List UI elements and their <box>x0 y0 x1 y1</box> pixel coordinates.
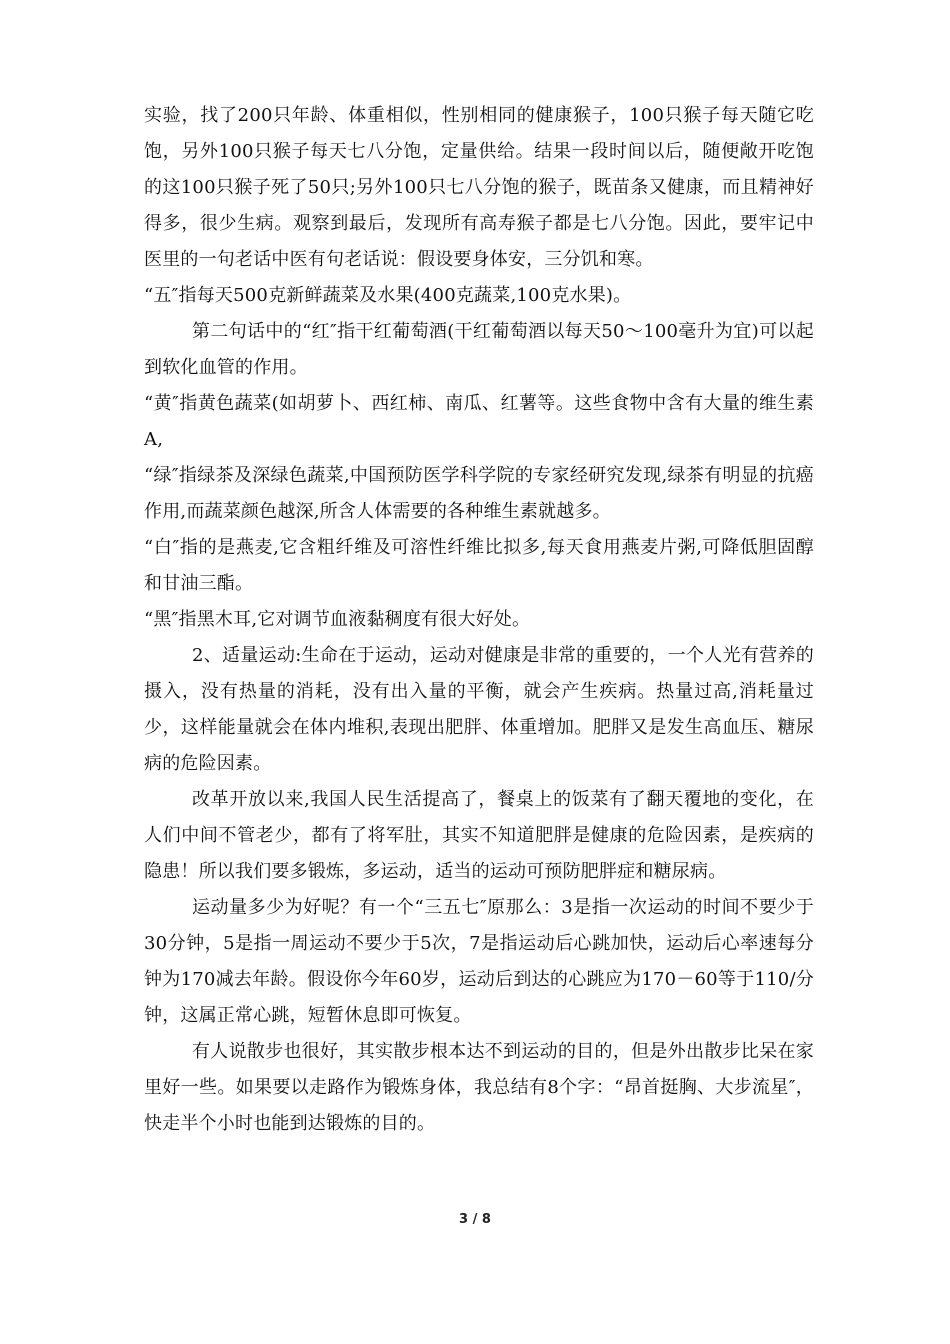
paragraph-4: “黄″指黄色蔬菜(如胡萝卜、西红柿、南瓜、红薯等。这些食物中含有大量的维生素A, <box>144 393 814 450</box>
paragraph-3: 第二句话中的“红″指干红葡萄酒(干红葡萄酒以每天50～100毫升为宜)可以起到软化血管的作用。 <box>144 321 814 378</box>
paragraph-2: “五″指每天500克新鲜蔬菜及水果(400克蔬菜,100克水果)。 <box>144 285 632 306</box>
paragraph-5: “绿″指绿茶及深绿色蔬菜,中国预防医学科学院的专家经研究发现,绿茶有明显的抗癌作用,而蔬菜颜色越深,所含人体需要的各种维生素就越多。 <box>144 465 814 522</box>
paragraph-7: “黑″指黑木耳,它对调节血液黏稠度有很大好处。 <box>144 609 531 630</box>
paragraph-8: 2、适量运动:生命在于运动，运动对健康是非常的重要的，一个人光有营养的摄入，没有热量的消耗，没有出入量的平衡，就会产生疾病。热量过高,消耗量过少，这样能量就会在体内堆积,表现出肥胖、体重增加。肥胖又是发生高血压、糖尿病的危险因素。 <box>144 645 814 774</box>
paragraph-6: “白″指的是燕麦,它含粗纤维及可溶性纤维比拟多,每天食用燕麦片粥,可降低胆固醇和甘油三酯。 <box>144 537 814 594</box>
paragraph-11: 有人说散步也很好，其实散步根本达不到运动的目的，但是外出散步比呆在家里好一些。如果要以走路作为锻炼身体，我总结有8个字：“昂首挺胸、大步流星″，快走半个小时也能到达锻炼的目的。 <box>144 1041 814 1134</box>
page-number-footer: 3 / 8 <box>459 1212 491 1227</box>
document-body <box>144 98 814 1142</box>
paragraph-9: 改革开放以来,我国人民生活提高了，餐桌上的饭菜有了翻天覆地的变化，在人们中间不管老少，都有了将军肚，其实不知道肥胖是健康的危险因素，是疾病的隐患！所以我们要多锻炼，多运动，适当的运动可预防肥胖症和糖尿病。 <box>144 789 814 882</box>
paragraph-1: 实验，找了200只年龄、体重相似，性别相同的健康猴子，100只猴子每天随它吃饱，另外100只猴子每天七八分饱，定量供给。结果一段时间以后，随便敞开吃饱的这100只猴子死了50只;另外100只七八分饱的猴子，既苗条又健康，而且精神好得多，很少生病。观察到最后，发现所有高寿猴子都是七八分饱。因此，要牢记中医里的一句老话中医有句老话说：假设要身体安，三分饥和寒。 <box>144 105 814 270</box>
paragraph-10: 运动量多少为好呢？有一个“三五七″原那么：3是指一次运动的时间不要少于30分钟，5是指一周运动不要少于5次，7是指运动后心跳加快，运动后心率速每分钟为170减去年龄。假设你今年60岁，运动后到达的心跳应为170－60等于110/分钟，这属正常心跳，短暂休息即可恢复。 <box>144 897 814 1026</box>
